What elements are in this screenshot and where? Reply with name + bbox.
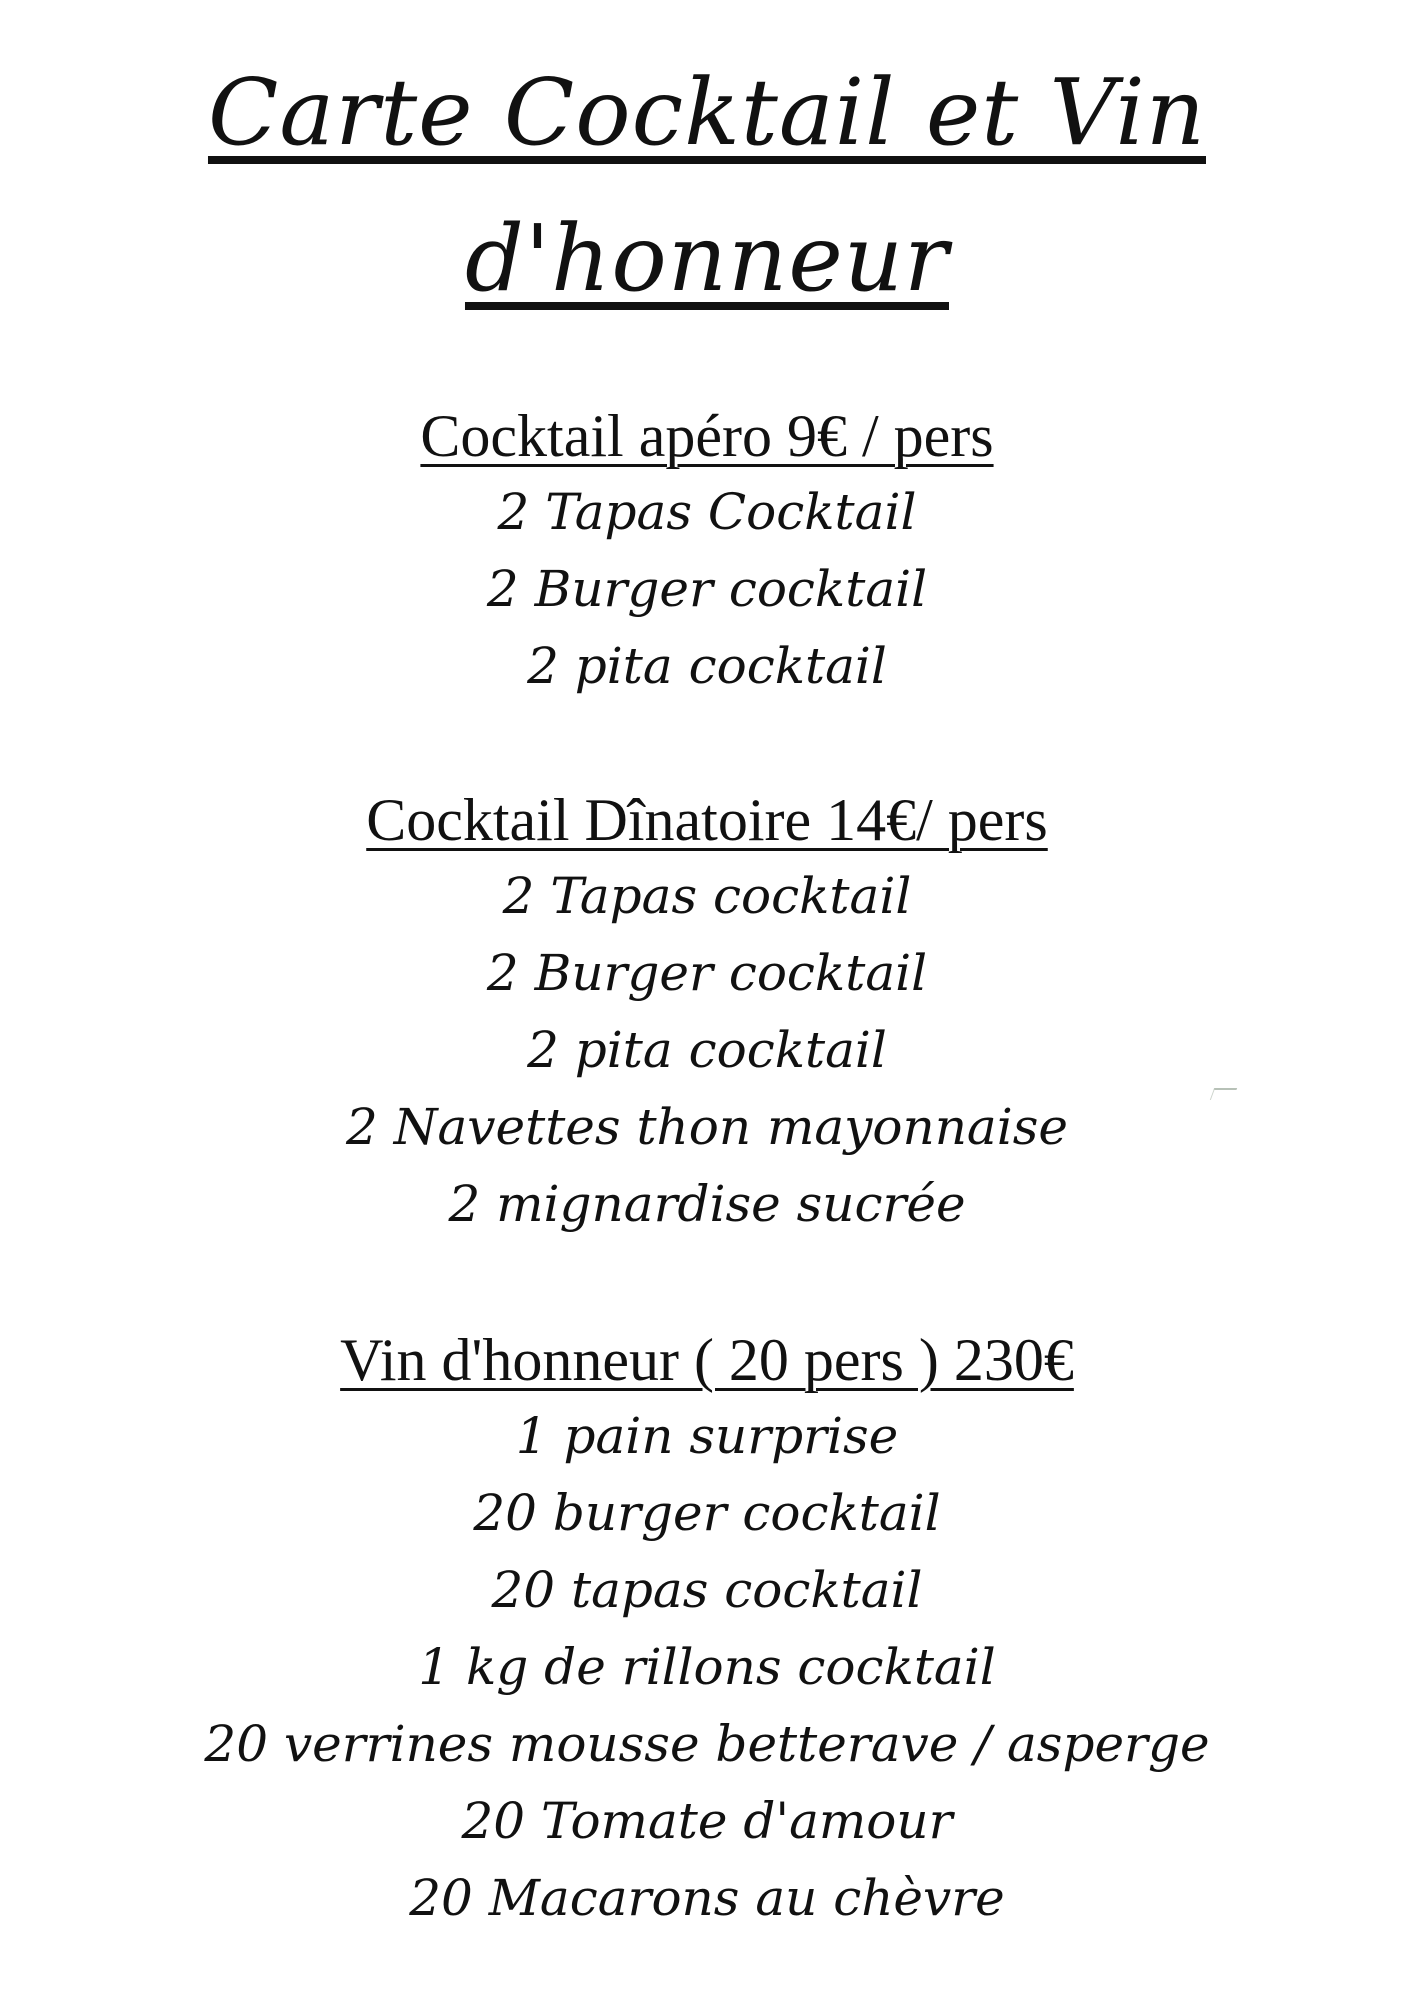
menu-item: 20 verrines mousse betterave / asperge bbox=[204, 1715, 1210, 1773]
menu-item: 2 mignardise sucrée bbox=[448, 1175, 966, 1233]
section-cocktail-apero bbox=[0, 398, 1414, 705]
section-vin-d-honneur bbox=[0, 1322, 1414, 1937]
menu-item: 2 Tapas Cocktail bbox=[497, 483, 917, 541]
section-heading: Cocktail Dînatoire 14€/ pers bbox=[366, 787, 1048, 853]
section-heading: Cocktail apéro 9€ / pers bbox=[420, 403, 994, 469]
menu-item: 2 Tapas cocktail bbox=[502, 867, 912, 925]
menu-item: 2 Burger cocktail bbox=[486, 944, 928, 1002]
menu-item: 20 tapas cocktail bbox=[491, 1561, 923, 1619]
page-title-line-1: Carte Cocktail et Vin bbox=[207, 59, 1206, 166]
menu-item: 1 pain surprise bbox=[515, 1407, 899, 1465]
page-title-line-2: d'honneur bbox=[464, 205, 949, 312]
menu-item: 2 Burger cocktail bbox=[486, 560, 928, 618]
menu-item: 20 Macarons au chèvre bbox=[409, 1869, 1005, 1927]
menu-item: 20 burger cocktail bbox=[473, 1484, 941, 1542]
menu-item: 1 kg de rillons cocktail bbox=[418, 1638, 996, 1696]
menu-item: 2 Navettes thon mayonnaise bbox=[346, 1098, 1068, 1156]
section-heading: Vin d'honneur ( 20 pers ) 230€ bbox=[340, 1327, 1074, 1393]
page-title bbox=[0, 40, 1414, 332]
menu-item: 2 pita cocktail bbox=[527, 637, 887, 695]
item-list bbox=[0, 858, 1414, 1243]
item-list bbox=[0, 474, 1414, 705]
section-cocktail-dinatoire bbox=[0, 782, 1414, 1243]
menu-item: 20 Tomate d'amour bbox=[461, 1792, 953, 1850]
menu-item: 2 pita cocktail bbox=[527, 1021, 887, 1079]
scan-speck bbox=[1210, 1088, 1237, 1100]
item-list bbox=[0, 1398, 1414, 1937]
